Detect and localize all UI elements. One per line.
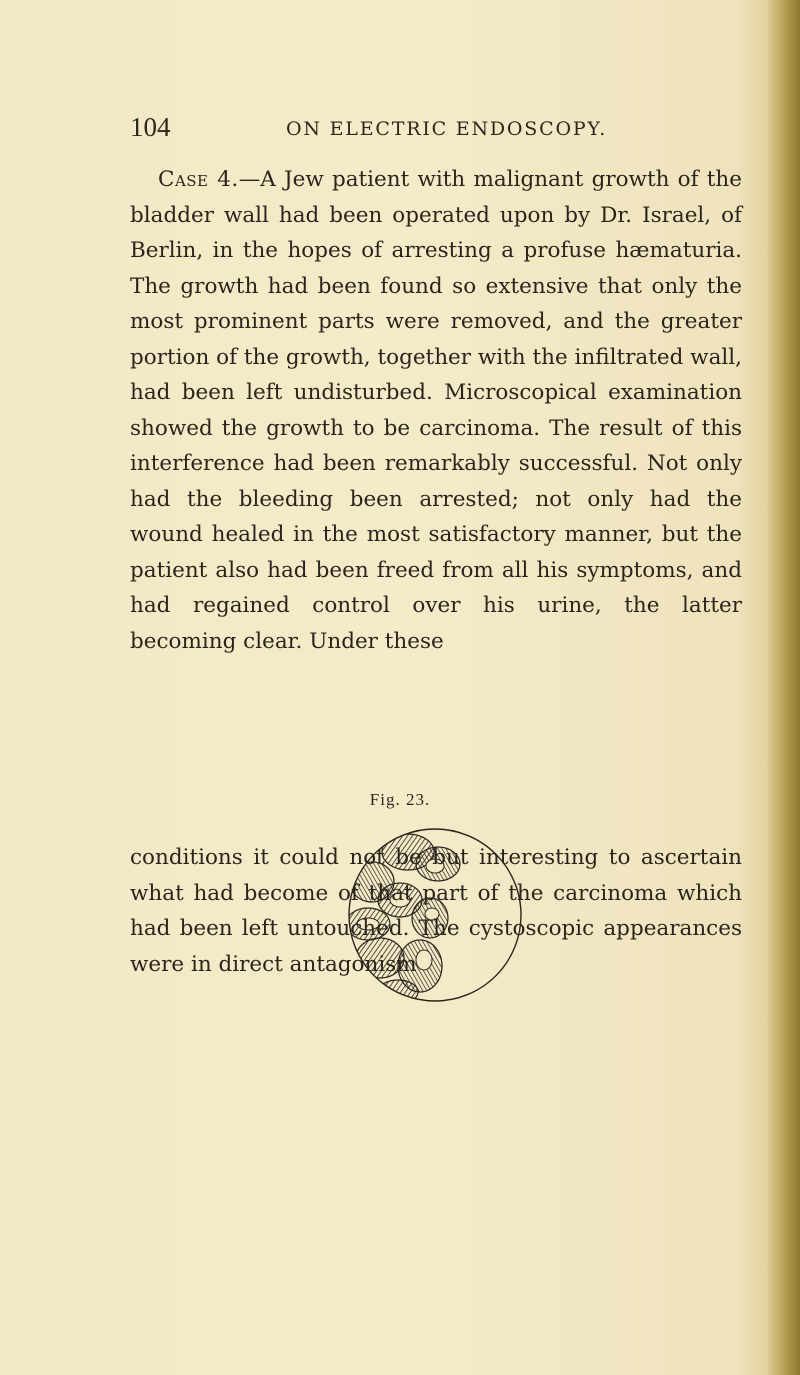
paragraph-1-text: —A Jew patient with malignant growth of the bladder wall had been operated upon by Dr. Israel, of Berlin, in the hopes of arresting a profuse hæmaturia. The growth had been found so extensive that only the most prominent parts were removed, and the greater portion of the growth, together with the infiltrated wall, had been left undisturbed. Microscopical examination showed the growth to be carcinoma. The result of this interference had been remarkably successful. Not only had the bleeding been arrested; not only had the wound healed in the most satisfactory manner, but the patient also had been freed from all his symptoms, and had regained control over his urine, the latter becoming clear. Under these — [130, 167, 743, 654]
paragraph-continuation: conditions it could not be but interesting to ascertain what had become of that part of the carcinoma which had been left untouched. The cystoscopic appearances were in direct antagonism — [130, 845, 742, 977]
figure-caption: Fig. 23. — [369, 790, 431, 809]
page-edge-shadow — [766, 0, 800, 1375]
paragraph-case-4 — [130, 162, 742, 659]
case-label: Case 4. — [158, 167, 239, 192]
page-header — [130, 112, 750, 152]
running-head: ON ELECTRIC ENDOSCOPY. — [286, 118, 608, 140]
page-number: 104 — [130, 112, 171, 142]
